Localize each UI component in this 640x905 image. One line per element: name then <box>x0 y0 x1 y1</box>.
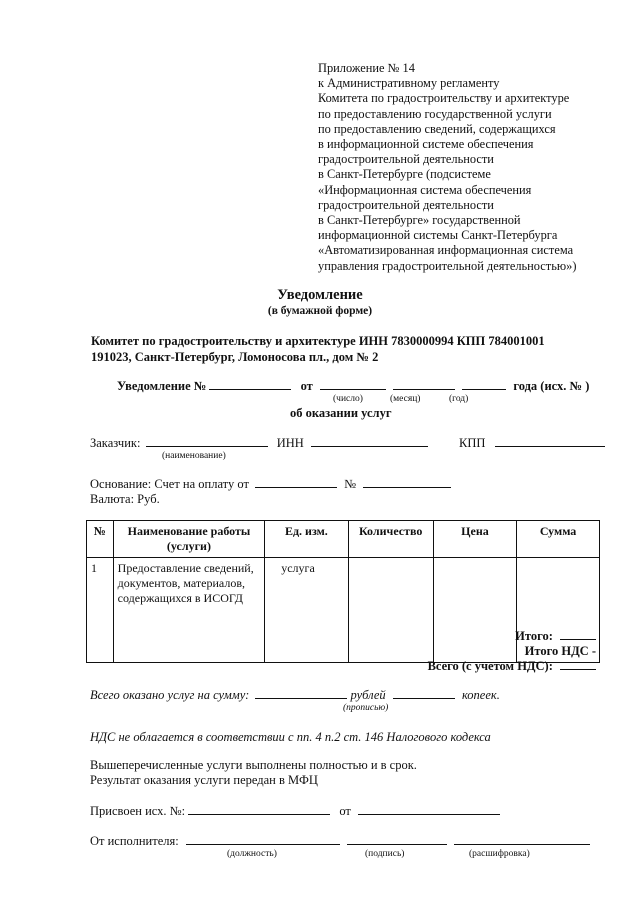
customer-kpp-label: КПП <box>459 436 486 450</box>
sum-kop-field[interactable] <box>393 698 455 699</box>
assigned-from-label: от <box>339 804 351 818</box>
hint-in-words: (прописью) <box>343 703 389 713</box>
customer-row <box>90 436 605 451</box>
sum-rub-field[interactable] <box>255 698 347 699</box>
vat-row <box>525 644 596 659</box>
sum-row <box>90 688 500 703</box>
assigned-number-field[interactable] <box>188 814 330 815</box>
column-header: Наименование работы (услуги) <box>113 521 265 558</box>
notice-year-label: года (исх. № ) <box>513 379 590 393</box>
customer-kpp-field[interactable] <box>495 446 605 447</box>
customer-inn-label: ИНН <box>276 436 304 450</box>
total-with-vat-row <box>428 659 596 674</box>
executor-label: От исполнителя: <box>90 834 179 848</box>
appendix-line: Приложение № 14 <box>318 61 415 75</box>
notice-month-field[interactable] <box>393 389 455 390</box>
hint-year: (год) <box>449 394 469 404</box>
currency-label: Валюта: Руб. <box>90 492 160 506</box>
table-row <box>87 558 600 663</box>
appendix-line: в информационной системе обеспечения <box>318 137 534 152</box>
notice-number-field[interactable] <box>209 389 291 390</box>
notice-label: Уведомление № <box>117 379 207 393</box>
committee-info <box>91 333 545 365</box>
appendix-line: по предоставлению сведений, содержащихся <box>318 121 556 136</box>
cell-price[interactable] <box>433 558 516 663</box>
total-field[interactable] <box>560 639 596 640</box>
customer-inn-field[interactable] <box>311 446 428 447</box>
hint-day: (число) <box>333 394 363 404</box>
cell-number: 1 <box>87 558 114 663</box>
column-header: Сумма <box>517 521 600 558</box>
committee-line-1: Комитет по градостроительству и архитектуре ИНН 7830000994 КПП 784001001 <box>91 334 545 348</box>
column-header: № <box>87 521 114 558</box>
committee-line-2: 191023, Санкт-Петербург, Ломоносова пл., дом № 2 <box>91 350 379 364</box>
cell-service-name: Предоставление сведений, документов, материалов, содержащихся в ИСОГД <box>113 558 265 663</box>
hint-decoding: (расшифровка) <box>469 849 530 859</box>
customer-name-field[interactable] <box>146 446 268 447</box>
executor-signature-field[interactable] <box>347 844 447 845</box>
basis-label: Основание: Счет на оплату от <box>90 477 249 491</box>
completion-line-1: Вышеперечисленные услуги выполнены полностью и в срок. <box>90 758 417 772</box>
basis-number-field[interactable] <box>363 487 451 488</box>
total-label: Итого: <box>515 629 553 643</box>
column-header: Количество <box>348 521 433 558</box>
column-header: Ед. изм. <box>265 521 348 558</box>
vat-label: Итого НДС - <box>524 644 596 658</box>
executor-row <box>90 834 590 849</box>
customer-label: Заказчик: <box>90 436 141 450</box>
appendix-line: градостроительной деятельности <box>318 152 494 167</box>
assigned-date-field[interactable] <box>358 814 500 815</box>
appendix-line: управления градостроительной деятельностью») <box>318 258 577 273</box>
completion-line-2: Результат оказания услуги передан в МФЦ <box>90 773 318 787</box>
notice-about: об оказании услуг <box>290 406 392 420</box>
appendix-line: к Административному регламенту <box>318 76 500 91</box>
document-subtitle: (в бумажной форме) <box>267 305 373 317</box>
appendix-line: «Автоматизированная информационная система <box>318 243 574 258</box>
appendix-line: в Санкт-Петербурге» государственной <box>318 213 521 228</box>
notice-day-field[interactable] <box>320 389 386 390</box>
notice-year-field[interactable] <box>462 389 506 390</box>
sum-kop-label: копеек. <box>461 688 500 702</box>
notice-number-row <box>117 379 589 394</box>
total-with-vat-label: Всего (с учетом НДС): <box>427 659 553 673</box>
hint-month: (месяц) <box>390 394 421 404</box>
appendix-line: по предоставлению государственной услуги <box>318 106 552 121</box>
basis-number-label: № <box>344 477 357 491</box>
appendix-line: Комитета по градостроительству и архитектуре <box>318 91 570 106</box>
appendix-line: информационной системы Санкт-Петербурга <box>318 228 558 243</box>
assigned-label: Присвоен исх. №: <box>90 804 186 818</box>
vat-note: НДС не облагается в соответствии с пп. 4 п.2 ст. 146 Налогового кодекса <box>90 730 491 744</box>
total-with-vat-field[interactable] <box>560 669 596 670</box>
sum-rub-label: рублей <box>350 688 386 702</box>
assigned-row <box>90 804 500 819</box>
appendix-block <box>318 61 618 274</box>
appendix-line: градостроительной деятельности <box>318 197 494 212</box>
hint-position: (должность) <box>227 849 277 859</box>
table-header-row <box>87 521 600 558</box>
hint-signature: (подпись) <box>365 849 405 859</box>
cell-quantity[interactable] <box>348 558 433 663</box>
document-title: Уведомление <box>277 287 363 303</box>
basis-date-field[interactable] <box>255 487 337 488</box>
total-row <box>515 629 596 644</box>
executor-decoding-field[interactable] <box>454 844 590 845</box>
column-header: Цена <box>433 521 516 558</box>
sum-label: Всего оказано услуг на сумму: <box>90 688 250 702</box>
hint-customer-name: (наименование) <box>162 451 226 461</box>
cell-unit: услуга <box>265 558 348 663</box>
appendix-line: «Информационная система обеспечения <box>318 182 532 197</box>
executor-position-field[interactable] <box>186 844 340 845</box>
appendix-line: в Санкт-Петербурге (подсистеме <box>318 167 491 182</box>
notice-from-label: от <box>300 379 313 393</box>
basis-row <box>90 477 451 492</box>
